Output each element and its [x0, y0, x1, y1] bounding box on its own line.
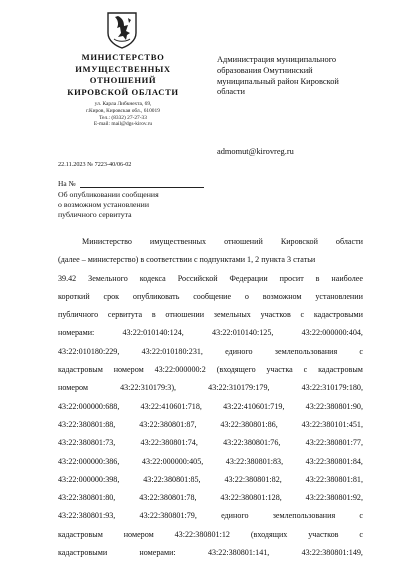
body-line [58, 270, 363, 288]
address-line: E-mail: mail@dgs-kirov.ru [93, 121, 153, 128]
body-word: (входящего [216, 365, 256, 375]
subject-block [58, 190, 208, 221]
address-line: ул. Карла Либкнехта, 69, [94, 101, 152, 107]
body-line [58, 379, 363, 397]
body-line [58, 453, 363, 471]
body-word: 43:22:380801:87, [139, 419, 197, 429]
body-line [58, 507, 363, 525]
body-word: участка [266, 365, 293, 375]
registration-number: 22.11.2023 № 7223-40/06-02 [58, 161, 132, 168]
body-word: 43:22:310179:3), [120, 383, 177, 393]
coat-of-arms-emblem [106, 11, 138, 49]
body-word: номером [58, 383, 88, 393]
ministry-title-line: КИРОВСКОЙ ОБЛАСТИ [67, 86, 179, 97]
body-word: 43:22:380801:12 [174, 529, 230, 539]
body-word: 43:22:380801:80, [58, 493, 116, 503]
body-word: 43:22:380801:141, [207, 548, 270, 558]
body-word: 39.42 [58, 273, 77, 283]
body-word: 43:22:310179:179, [208, 383, 270, 393]
body-word: наиболее [331, 273, 363, 283]
body-word: 43:22:380801:93, [58, 511, 116, 521]
body-word: 43:22:380801:81, [305, 474, 363, 484]
body-word: 43:22:000000:2 [154, 365, 206, 375]
body-word: 43:22:380801:73, [58, 438, 116, 448]
body-word: отношений [224, 237, 263, 246]
body-word: участков [308, 529, 339, 539]
body-word: 43:22:380801:149, [301, 548, 363, 558]
body-line [58, 544, 363, 562]
body-word: 43:22:380801:88, [58, 419, 116, 429]
body-word: о [244, 291, 249, 301]
reference-number [58, 179, 204, 188]
body-word: сервитута [107, 310, 143, 320]
ministry-title-line: МИНИСТЕРСТВО [81, 52, 165, 62]
body-word: имущественных [149, 237, 207, 246]
body-word: номером [113, 365, 144, 375]
body-line [58, 233, 363, 251]
body-word: 43:22:000000:386, [58, 456, 120, 466]
body-word: с [359, 346, 363, 356]
body-word: публичного [58, 310, 99, 320]
body-word: 43:22:010180:231, [141, 346, 203, 356]
body-word: установлении [315, 291, 363, 301]
body-word: кадастровым [318, 365, 363, 375]
body-word: просит [279, 273, 304, 283]
body-line [58, 288, 363, 306]
body-word: 43:22:010180:229, [58, 346, 120, 356]
body-word: номером [123, 529, 154, 539]
body-line [58, 324, 363, 342]
body-word: в [315, 273, 320, 283]
body-line [58, 489, 363, 507]
body-word: землепользования [274, 346, 338, 356]
body-word: с [359, 529, 363, 539]
body-word: с [300, 310, 305, 320]
reference-blank [80, 181, 204, 188]
body-line [58, 526, 363, 544]
body-line [58, 306, 363, 324]
body-word: короткий [58, 291, 90, 301]
ministry-title [52, 52, 194, 98]
subject-line: о возможном установлении [58, 200, 150, 210]
body-word: отношении [165, 310, 205, 320]
body-word: 43:22:380801:83, [225, 456, 284, 466]
body-line [58, 398, 363, 416]
body-word: единого [221, 511, 249, 521]
body-word: 43:22:380801:77, [305, 438, 363, 448]
recipient-line: муниципальный район Кировской [217, 76, 339, 86]
body-word: 43:22:380801:92, [305, 493, 363, 503]
body-word: 43:22:000000:688, [58, 401, 120, 411]
body-word: 43:22:380801:79, [139, 511, 197, 521]
ministry-title-line: ИМУЩЕСТВЕННЫХ [75, 63, 171, 74]
body-line [58, 361, 363, 379]
ministry-address [60, 101, 186, 128]
body-word: единого [225, 346, 253, 356]
body-word: кадастровым [58, 529, 103, 539]
address-line: г.Киров, Кировская обл., 610019 [86, 107, 160, 114]
body-word: 43:22:380801:90, [305, 401, 363, 411]
body-word: 43:22:380101:451, [301, 419, 363, 429]
body-word: номерами: [139, 548, 176, 558]
body-word: (далее – министерство) в соответствии с подпунктами 1, 2 пункта 3 статьи [58, 255, 316, 265]
body-word: 43:22:380801:84, [305, 456, 363, 466]
body-word: 43:22:380801:82, [224, 474, 282, 484]
body-word: срок [103, 291, 120, 301]
body-word: с [303, 365, 308, 375]
body-line [58, 434, 363, 452]
body-line [58, 343, 363, 361]
letter-body [58, 233, 363, 562]
subject-line: Об опубликовании сообщения [58, 190, 159, 199]
recipient-line: области [217, 87, 245, 97]
body-word: 43:22:380801:85, [143, 474, 201, 484]
subject-line: публичного сервитута [58, 210, 132, 220]
body-word: Федерации [229, 273, 268, 283]
body-word: 43:22:380801:76, [223, 438, 281, 448]
body-word: кодекса [139, 273, 166, 283]
body-word: 43:22:410601:718, [140, 401, 202, 411]
recipient-line: образования Омутнинский [217, 65, 313, 75]
body-word: 43:22:310179:180, [301, 383, 363, 393]
body-line [58, 471, 363, 489]
body-word: опубликовать [132, 291, 180, 301]
body-word: Министерство [82, 237, 132, 246]
body-word: 43:22:000000:398, [58, 474, 120, 484]
recipient-block [217, 55, 397, 98]
body-word: Российской [177, 273, 218, 283]
body-word: номерами: [58, 328, 95, 338]
body-word: земельных [213, 310, 251, 320]
body-word: возможном [262, 291, 302, 301]
body-word: области [335, 237, 363, 246]
body-word: кадастровыми [58, 548, 108, 558]
body-word: землепользования [272, 511, 336, 521]
body-word: 43:22:010140:124, [122, 328, 184, 338]
recipient-line: Администрация муниципального [217, 55, 337, 64]
body-word: 43:22:380801:128, [220, 493, 282, 503]
body-word: кадастровым [58, 365, 103, 375]
body-word: 43:22:000000:404, [301, 328, 363, 338]
ministry-title-line: ОТНОШЕНИЙ [89, 75, 157, 85]
body-word: (входящих [250, 529, 288, 539]
body-word: 43:22:380801:74, [140, 438, 198, 448]
reference-label: На № [58, 179, 76, 188]
body-word: участков [260, 310, 291, 320]
body-word: сообщение [193, 291, 232, 301]
body-word: с [359, 511, 363, 521]
body-word: 43:22:410601:719, [223, 401, 285, 411]
address-line: Тел.: (8332) 27-27-33 [99, 114, 147, 121]
body-word: Кировской [280, 237, 318, 246]
body-line [58, 251, 363, 269]
recipient-email: admomut@kirovreg.ru [217, 147, 294, 156]
body-word: кадастровыми [313, 310, 363, 320]
body-word: в [151, 310, 156, 320]
body-word: 43:22:380801:86, [220, 419, 278, 429]
body-word: 43:22:380801:78, [139, 493, 197, 503]
body-word: Земельного [88, 273, 128, 283]
body-word: 43:22:000000:405, [141, 456, 204, 466]
body-word: 43:22:010140:125, [212, 328, 274, 338]
body-line [58, 416, 363, 434]
